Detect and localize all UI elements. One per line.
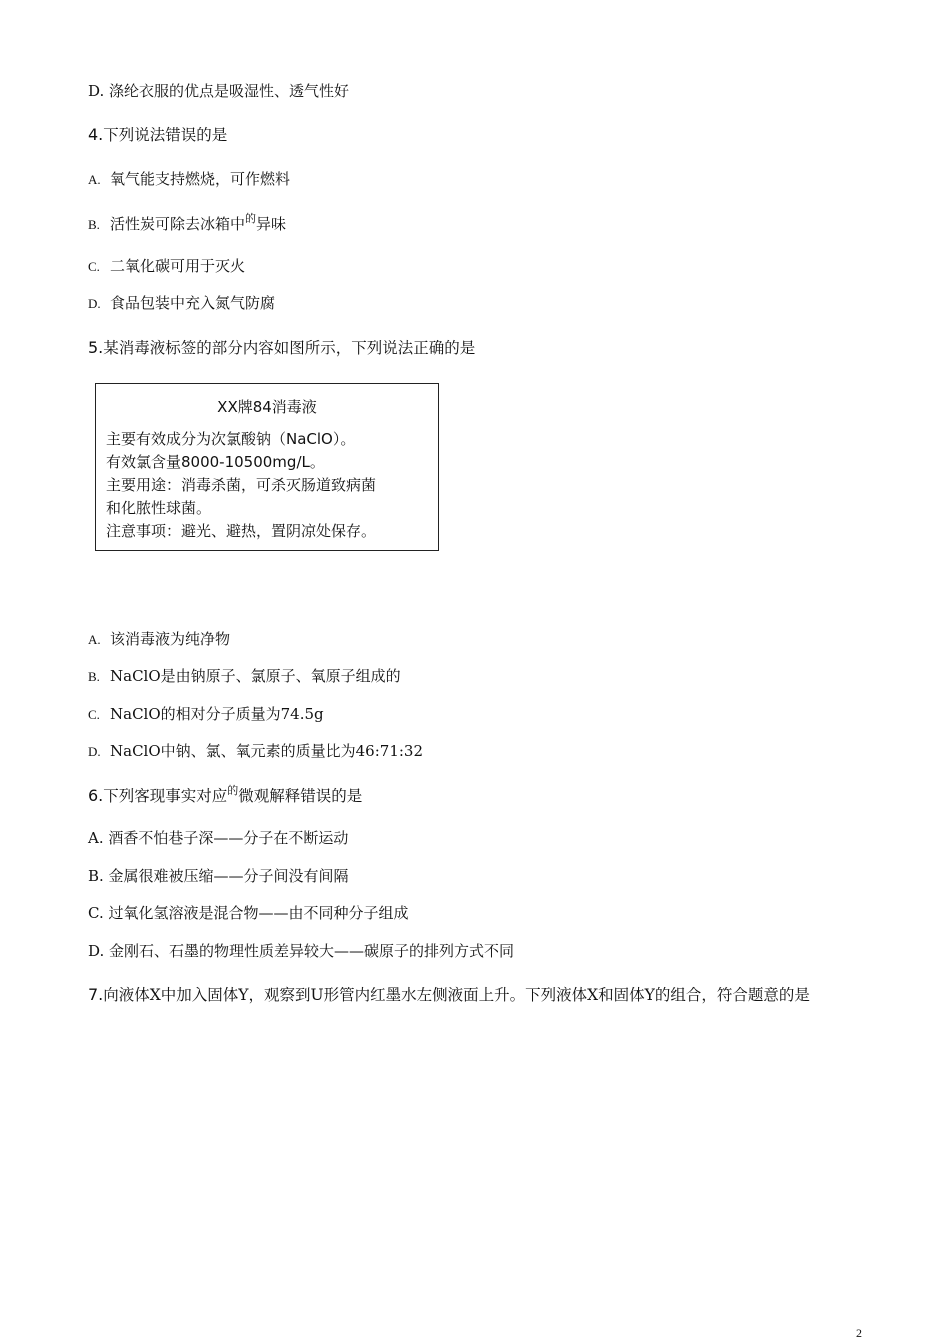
question-5-stem: 5.某消毒液标签的部分内容如图所示，下列说法正确的是 (88, 338, 476, 357)
label-line: 注意事项：避光、避热，置阴凉处保存。 (106, 522, 377, 540)
q6-option-d: D. 金刚石、石墨的物理性质差异较大——碳原子的排列方式不同 (88, 942, 515, 960)
q5-option-c: C. NaClO的相对分子质量为74.5g (88, 705, 324, 723)
q5-option-a: A. 该消毒液为纯净物 (88, 630, 231, 648)
page-number: 2 (856, 1326, 862, 1340)
question-number: 6. (88, 786, 104, 805)
label-title: XX牌84消毒液 (217, 398, 317, 416)
q6-option-a: A. 酒香不怕巷子深——分子在不断运动 (88, 829, 349, 847)
question-number: 5. (88, 338, 104, 357)
prev-option-d: D. 涤纶衣服的优点是吸湿性、透气性好 (88, 82, 350, 100)
q4-option-b: B. 活性炭可除去冰箱中$^的$异味 (88, 212, 287, 233)
q6-option-c: C. 过氧化氢溶液是混合物——由不同种分子组成 (88, 904, 409, 922)
label-line: 主要用途：消毒杀菌，可杀灭肠道致病菌 (106, 476, 377, 494)
disinfectant-label (95, 383, 439, 551)
label-line: 有效氯含量8000-10500mg/L。 (106, 453, 325, 471)
q5-option-d: D. NaClO中钠、氯、氧元素的质量比为46:71:32 (88, 742, 424, 760)
question-6-stem: 6.下列客现事实对应$^的$微观解释错误的是 (88, 784, 363, 805)
question-number: 4. (88, 125, 104, 144)
question-number: 7. (88, 985, 104, 1004)
q4-option-d: D. 食品包装中充入氮气防腐 (88, 294, 276, 312)
q5-option-b: B. NaClO是由钠原子、氯原子、氧原子组成的 (88, 667, 401, 685)
question-7-stem: 7.向液体X中加入固体Y，观察到U形管内红墨水左侧液面上升。下列液体X和固体Y的组合，符合题意的是 (88, 985, 810, 1004)
label-line: 和化脓性球菌。 (106, 499, 212, 517)
q6-option-b: B. 金属很难被压缩——分子间没有间隔 (88, 867, 349, 885)
question-4-stem: 4.下列说法错误的是 (88, 125, 228, 144)
q4-option-a: A. 氧气能支持燃烧，可作燃料 (88, 170, 291, 188)
label-line: 主要有效成分为次氯酸钠（NaClO）。 (106, 430, 356, 448)
q4-option-c: C. 二氧化碳可用于灭火 (88, 257, 246, 275)
